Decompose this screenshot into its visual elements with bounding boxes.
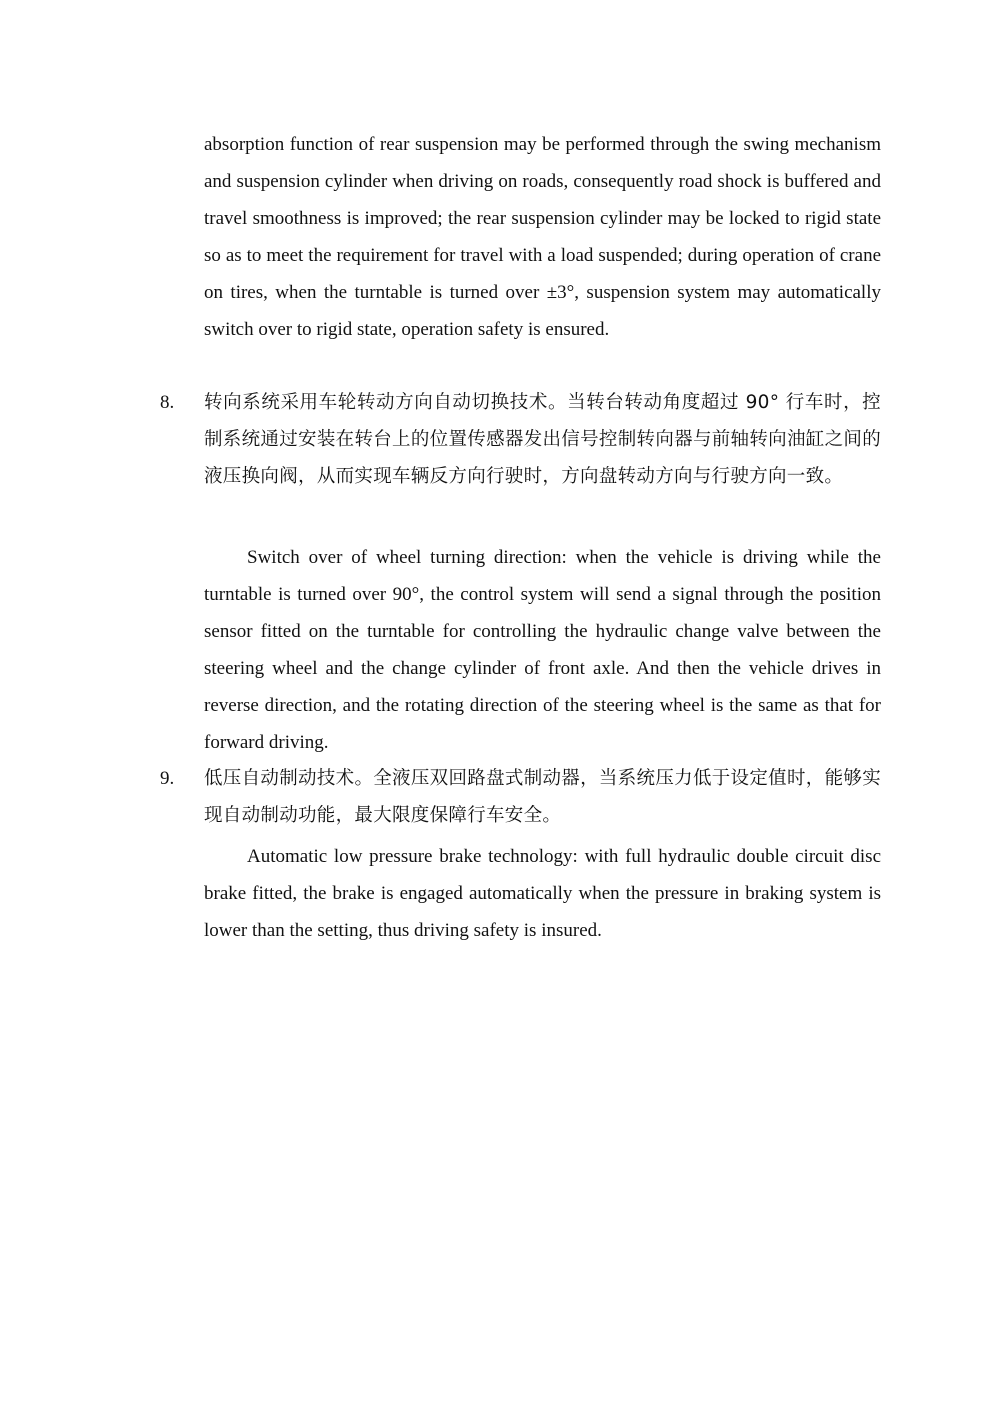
continued-paragraph: absorption function of rear suspension may be performed through the swing mechanism and suspension cylinder when driving on roads, consequently road shock is buffered and travel smoothness is improved; the rear suspension cylinder may be locked to rigid state so as to meet the requirement for travel with a load suspended; during operation of crane on tires, when the turntable is turned over ±3°, suspension system may automatically switch over to rigid state, operation safety is ensured. (204, 134, 881, 340)
item-8-chinese-text: 转向系统采用车轮转动方向自动切换技术。当转台转动角度超过 90° 行车时，控制系统通过安装在转台上的位置传感器发出信号控制转向器与前轴转向油缸之间的液压换向阀，从而实现车辆反方向行驶时，方向盘转动方向与行驶方向一致。 (204, 392, 881, 487)
item-8-number: 8. (160, 392, 175, 413)
item-9-english-text: Automatic low pressure brake technology: with full hydraulic double circuit disc brake fitted, the brake is engaged automatically when the pressure in braking system is lower than the setting, thus driving safety is insured. (204, 846, 881, 941)
item-8-english-text: Switch over of wheel turning direction: when the vehicle is driving while the turntable is turned over 90°, the control system will send a signal through the position sensor fitted on the turntable for controlling the hydraulic change valve between the steering wheel and the change cylinder of front axle. And then the vehicle drives in reverse direction, and the rotating direction of the steering wheel is the same as that for forward driving. (204, 547, 881, 753)
item-9-chinese-text: 低压自动制动技术。全液压双回路盘式制动器，当系统压力低于设定值时，能够实现自动制动功能，最大限度保障行车安全。 (204, 768, 881, 826)
item-9-number: 9. (160, 768, 175, 789)
